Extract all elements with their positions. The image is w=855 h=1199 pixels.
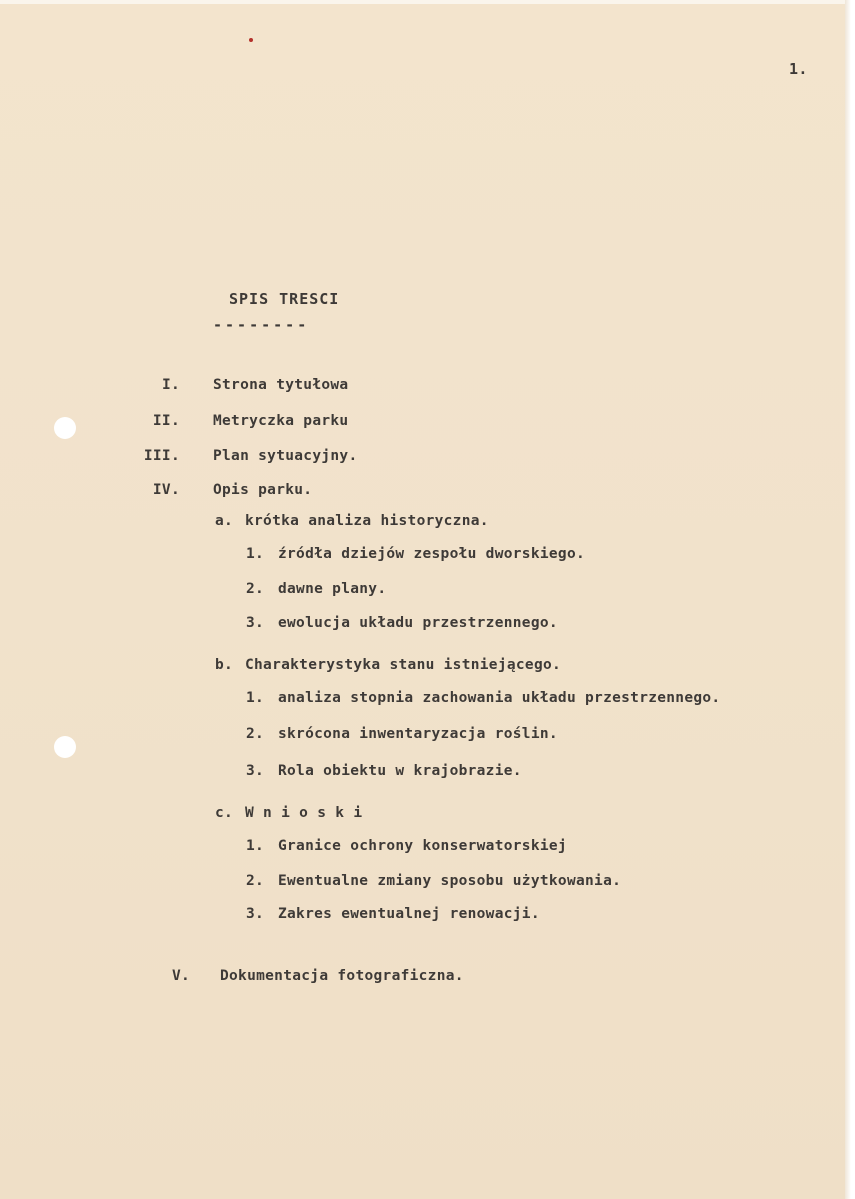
subsection-letter: a. <box>215 513 234 529</box>
section-number: IV. <box>152 482 180 498</box>
page-number: 1. <box>789 60 808 78</box>
item-label: skrócona inwentaryzacja roślin. <box>278 726 558 742</box>
item-number: 1. <box>246 546 265 562</box>
punch-hole <box>54 736 76 758</box>
item-number: 1. <box>246 838 265 854</box>
section-label: Strona tytułowa <box>213 377 349 393</box>
subsection-label: W n i o s k i <box>245 805 363 821</box>
item-number: 3. <box>246 615 265 631</box>
subsection-letter: b. <box>215 657 234 673</box>
subsection-label: Charakterystyka stanu istniejącego. <box>245 657 562 673</box>
section-number: I. <box>161 377 180 393</box>
item-label: Zakres ewentualnej renowacji. <box>278 906 540 922</box>
section-label: Plan sytuacyjny. <box>213 448 358 464</box>
title-underline: -------- <box>213 316 310 334</box>
section-label: Metryczka parku <box>213 413 349 429</box>
item-label: źródła dziejów zespołu dworskiego. <box>278 546 586 562</box>
item-label: analiza stopnia zachowania układu przestrzennego. <box>278 690 721 706</box>
section-label: Opis parku. <box>213 482 313 498</box>
punch-hole <box>54 417 76 439</box>
subsection-letter: c. <box>215 805 234 821</box>
subsection-label: krótka analiza historyczna. <box>245 513 489 529</box>
item-label: Granice ochrony konserwatorskiej <box>278 838 567 854</box>
item-number: 1. <box>246 690 265 706</box>
item-label: Rola obiektu w krajobrazie. <box>278 763 522 779</box>
item-number: 2. <box>246 873 265 889</box>
item-number: 2. <box>246 726 265 742</box>
item-number: 2. <box>246 581 265 597</box>
ink-mark <box>249 38 253 42</box>
item-number: 3. <box>246 763 265 779</box>
item-number: 3. <box>246 906 265 922</box>
page-title: SPIS TRESCI <box>229 290 340 308</box>
section-number: V. <box>171 968 190 984</box>
page-right-edge <box>845 0 855 1199</box>
item-label: Ewentualne zmiany sposobu użytkowania. <box>278 873 622 889</box>
section-number: III. <box>143 448 180 464</box>
item-label: dawne plany. <box>278 581 387 597</box>
section-number: II. <box>152 413 180 429</box>
page-top-edge <box>0 0 855 4</box>
section-label: Dokumentacja fotograficzna. <box>220 968 464 984</box>
item-label: ewolucja układu przestrzennego. <box>278 615 558 631</box>
